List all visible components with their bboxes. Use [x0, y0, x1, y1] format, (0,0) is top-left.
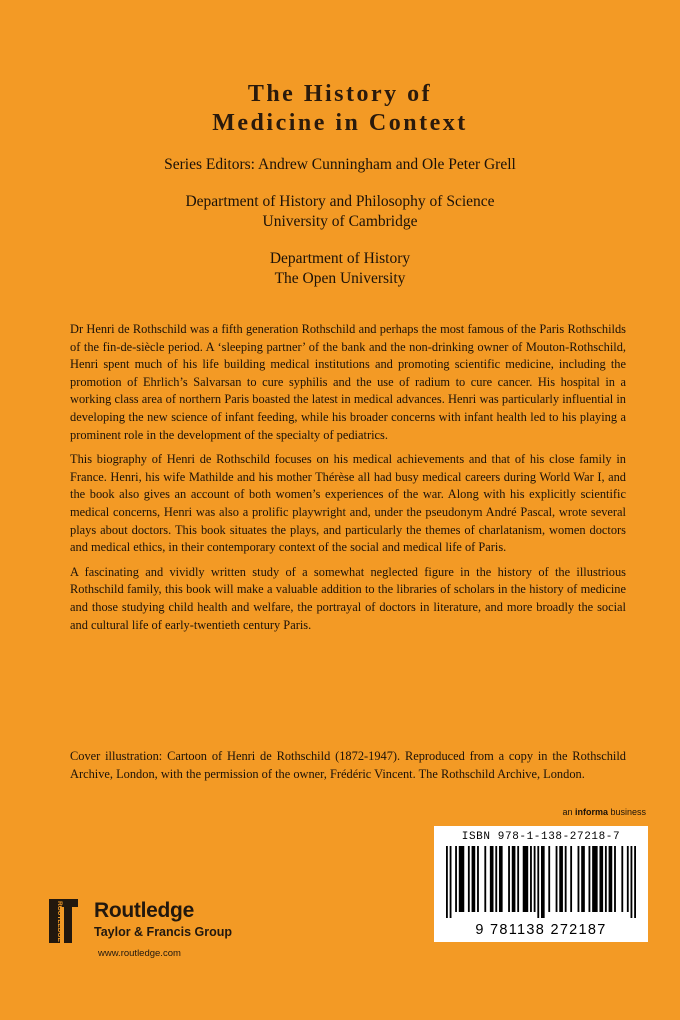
- informa-tagline: [538, 807, 646, 817]
- barcode-bar: [565, 846, 567, 912]
- publisher-group: Taylor & Francis Group: [94, 925, 232, 939]
- barcode-bar: [450, 846, 452, 918]
- department-cambridge: [0, 192, 680, 232]
- barcode-bar: [578, 846, 580, 912]
- informa-brand: informa: [574, 807, 608, 817]
- department-cambridge-line1: Department of History and Philosophy of Science: [185, 193, 495, 210]
- barcode-bar: [589, 846, 591, 912]
- department-open-university-line1: Department of History: [269, 250, 411, 267]
- barcode-bar: [609, 846, 613, 912]
- routledge-logo-text: ROUTLEDGE: [56, 901, 63, 942]
- series-title-line1: The History of: [247, 81, 433, 107]
- barcode-bar: [455, 846, 457, 912]
- publisher-url[interactable]: www.routledge.com: [98, 948, 181, 959]
- informa-suffix: business: [607, 807, 646, 817]
- barcode-bar: [621, 846, 623, 912]
- barcode-bar: [634, 846, 636, 918]
- book-description: [70, 321, 626, 641]
- barcode-bar: [512, 846, 516, 912]
- barcode-bar: [627, 846, 629, 912]
- series-editors: Series Editors: Andrew Cunningham and Ole Peter Grell: [164, 156, 516, 173]
- barcode-bar: [459, 846, 464, 912]
- description-paragraph-1: Dr Henri de Rothschild was a fifth generation Rothschild and perhaps the most famous of the Paris Rothschilds of the fin-de-siècle period. A ‘sleeping partner’ of the bank and the non-drinking owner of Mouton-Rothschild, Henri spent much of his life building medical institutions and promoting scientific medicine, including the promotion of Ehrlich’s Salvarsan to cure syphilis and the use of radium to cure cancer. His hospital in a working class area of northern Paris boasted the latest in medical advances. Henri was particularly influential in developing the new science of infant feeding, while his broader concerns with infant health led to his playing a prominent role in the development of the specialty of pediatrics.: [70, 322, 626, 442]
- barcode-bar: [499, 846, 503, 912]
- description-paragraph-2: This biography of Henri de Rothschild focuses on his medical achievements and that of his close family in France. Henri, his wife Mathilde and his mother Thérèse all had busy medical careers during World War I, and the book also gives an account of both women’s experiences of the war. Along with his explicitly scientific medical concerns, Henri was also a prolific playwright and, under the pseudonym André Pascal, wrote several plays about doctors. This book situates the plays, and particularly the themes of charlatanism, women doctors and medical ethics, in their contemporary context of the social and medical life of Paris.: [70, 452, 626, 555]
- cover-illustration-credit: Cover illustration: Cartoon of Henri de Rothschild (1872-1947). Reproduced from a copy in the Rothschild Archive, London, with the permission of the owner, Frédéric Vincent. The Rothschild Archive, London.: [70, 749, 626, 781]
- barcode-bar: [523, 846, 528, 912]
- isbn-barcode: [434, 826, 648, 942]
- department-open-university-line2: The Open University: [274, 270, 406, 287]
- barcode-bar: [477, 846, 479, 912]
- barcode-bar: [484, 846, 486, 912]
- barcode-bar: [548, 846, 550, 912]
- routledge-logo-icon: [46, 893, 88, 949]
- barcode-bar: [495, 846, 497, 912]
- barcode-bars: [446, 846, 636, 918]
- publisher-name: Routledge: [94, 899, 194, 922]
- department-open-university: [0, 249, 680, 289]
- isbn-digits: 9 781138 272187: [475, 922, 607, 938]
- barcode-bar: [599, 846, 603, 912]
- isbn-label: ISBN 978-1-138-27218-7: [461, 831, 621, 843]
- barcode-bar: [631, 846, 633, 918]
- barcode-bar: [559, 846, 563, 912]
- barcode-bar: [534, 846, 536, 912]
- barcode-bar: [570, 846, 572, 912]
- barcode-bar: [556, 846, 558, 912]
- barcode-bar: [541, 846, 545, 918]
- department-cambridge-line2: University of Cambridge: [262, 213, 418, 230]
- barcode-bar: [446, 846, 448, 918]
- barcode-bar: [605, 846, 607, 912]
- barcode-bar: [472, 846, 476, 912]
- publisher-block: [46, 893, 306, 951]
- barcode-bar: [530, 846, 532, 912]
- barcode-bar: [581, 846, 585, 912]
- barcode-bar: [517, 846, 519, 912]
- barcode-bar: [614, 846, 616, 912]
- series-title: [0, 80, 680, 138]
- barcode-bar: [592, 846, 597, 912]
- barcode-bar: [537, 846, 539, 918]
- description-paragraph-3: A fascinating and vividly written study of a somewhat neglected figure in the history of the illustrious Rothschild family, this book will make a valuable addition to the libraries of scholars in the history of medicine and those studying child health and welfare, the portrayal of doctors in literature, and more broadly the social and cultural life of early-twentieth century Paris.: [70, 564, 626, 632]
- barcode-bar: [490, 846, 494, 912]
- barcode-bar: [468, 846, 470, 912]
- informa-prefix: an: [562, 807, 575, 817]
- barcode-bar: [508, 846, 510, 912]
- series-title-line2: Medicine in Context: [212, 110, 468, 136]
